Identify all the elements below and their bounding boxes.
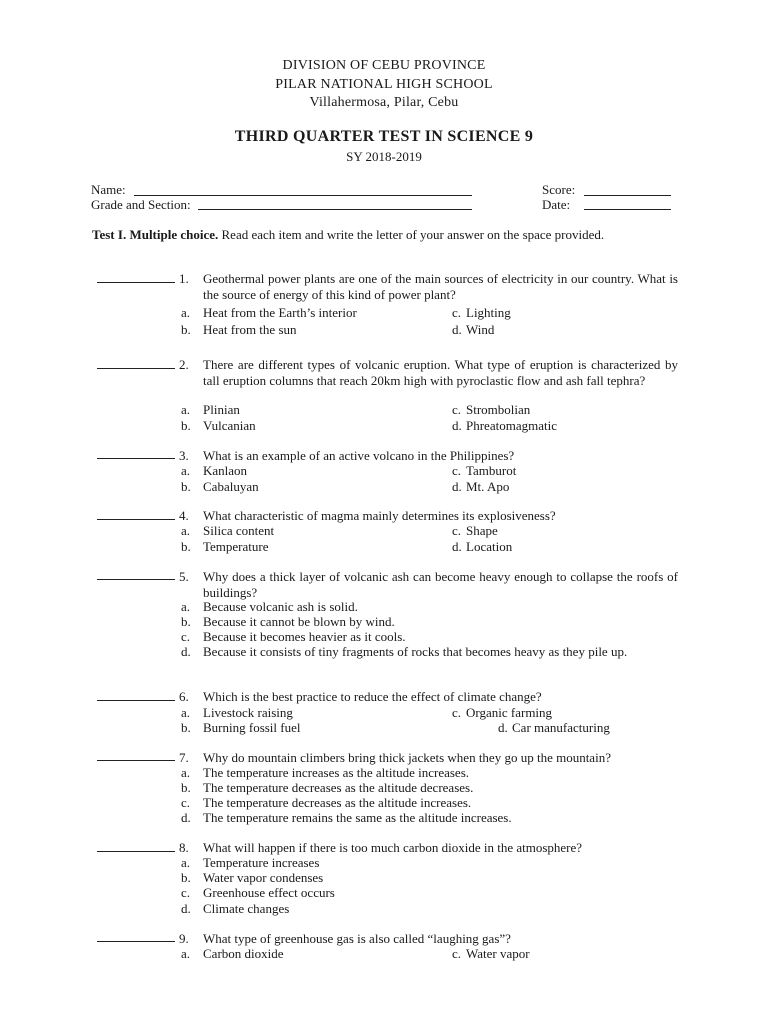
option-text: Heat from the sun (203, 322, 297, 337)
option-text: Lighting (466, 305, 511, 320)
answer-blank[interactable] (97, 851, 175, 852)
question-text: Geothermal power plants are one of the main sources of electricity in our country. What is the source of energy of this kind of power plant? (203, 271, 678, 302)
option-text: Because it consists of tiny fragments of rocks that becomes heavy as they pile up. (203, 644, 628, 659)
option-letter: c. (452, 305, 462, 320)
option-text: Temperature (203, 539, 269, 554)
question-number: 3. (179, 448, 189, 463)
answer-blank[interactable] (97, 368, 175, 369)
option-text: Because it becomes heavier as it cools. (203, 629, 406, 644)
option-letter: c. (452, 705, 462, 720)
school-address: Villahermosa, Pilar, Cebu (309, 95, 459, 110)
option-text: Mt. Apo (466, 479, 510, 494)
option-text: Tamburot (466, 463, 517, 478)
option-letter: d. (452, 479, 462, 494)
option-text: Wind (466, 322, 495, 337)
option-text: Car manufacturing (512, 720, 610, 735)
option-letter: b. (181, 870, 191, 885)
option-letter: c. (452, 946, 462, 961)
score-field[interactable] (584, 195, 671, 196)
option-letter: a. (181, 946, 191, 961)
option-letter: c. (452, 463, 462, 478)
option-text: Water vapor condenses (203, 870, 324, 885)
option-text: Because it cannot be blown by wind. (203, 614, 395, 629)
question-text: There are different types of volcanic eruption. What type of eruption is characterized by tall eruption columns that reach 20km high with pyroclastic flow and ash fall tephra? (203, 357, 678, 388)
answer-blank[interactable] (97, 760, 175, 761)
option-letter: c. (452, 523, 462, 538)
page-title: THIRD QUARTER TEST IN SCIENCE 9 (234, 128, 534, 145)
option-text: Water vapor (466, 946, 530, 961)
option-letter: c. (181, 795, 191, 810)
school-year: SY 2018-2019 (346, 149, 422, 164)
question-text: Which is the best practice to reduce the effect of climate change? (203, 689, 542, 704)
option-letter: c. (452, 402, 462, 417)
division-name: DIVISION OF CEBU PROVINCE (282, 58, 486, 73)
option-letter: b. (181, 479, 191, 494)
option-letter: b. (181, 539, 191, 554)
grade-section-label: Grade and Section: (91, 197, 191, 212)
question-number: 2. (179, 357, 189, 372)
option-text: Kanlaon (203, 463, 248, 478)
test-heading: Test I. Multiple choice. (92, 227, 219, 242)
date-field[interactable] (584, 209, 671, 210)
question-number: 5. (179, 569, 189, 584)
option-text: Vulcanian (203, 418, 256, 433)
option-letter: a. (181, 765, 191, 780)
option-letter: a. (181, 705, 191, 720)
option-text: Location (466, 539, 513, 554)
test-instruction (92, 226, 678, 243)
question-number: 8. (179, 840, 189, 855)
question-number: 6. (179, 689, 189, 704)
option-letter: a. (181, 463, 191, 478)
question-text: Why does a thick layer of volcanic ash can become heavy enough to collapse the roofs of buildings? (203, 569, 678, 600)
option-text: The temperature remains the same as the altitude increases. (203, 810, 512, 825)
question-text: What will happen if there is too much carbon dioxide in the atmosphere? (203, 840, 583, 855)
option-letter: d. (181, 901, 191, 916)
option-letter: a. (181, 855, 191, 870)
option-letter: b. (181, 780, 191, 795)
option-text: Because volcanic ash is solid. (203, 599, 358, 614)
test-instruction-text: Read each item and write the letter of your answer on the space provided. (221, 227, 605, 242)
school-name: PILAR NATIONAL HIGH SCHOOL (275, 77, 493, 92)
option-letter: b. (181, 720, 191, 735)
option-text: Strombolian (466, 402, 531, 417)
answer-blank[interactable] (97, 941, 175, 942)
question-number: 7. (179, 750, 189, 765)
option-letter: c. (181, 629, 191, 644)
option-text: Temperature increases (203, 855, 320, 870)
question-number: 1. (179, 271, 189, 286)
option-letter: d. (181, 810, 191, 825)
date-label: Date: (542, 197, 571, 212)
option-text: Climate changes (203, 901, 290, 916)
name-label: Name: (91, 182, 126, 197)
option-letter: a. (181, 523, 191, 538)
option-text: Livestock raising (203, 705, 293, 720)
name-field[interactable] (134, 195, 472, 196)
option-letter: b. (181, 322, 191, 337)
option-letter: a. (181, 305, 191, 320)
option-letter: a. (181, 599, 191, 614)
option-text: The temperature decreases as the altitude decreases. (203, 780, 474, 795)
option-text: Organic farming (466, 705, 553, 720)
option-text: The temperature decreases as the altitude increases. (203, 795, 472, 810)
question-number: 9. (179, 931, 189, 946)
answer-blank[interactable] (97, 458, 175, 459)
option-text: Heat from the Earth’s interior (203, 305, 357, 320)
question-text: What characteristic of magma mainly determines its explosiveness? (203, 508, 556, 523)
score-label: Score: (542, 182, 576, 197)
question-text: What is an example of an active volcano in the Philippines? (203, 448, 515, 463)
option-letter: a. (181, 402, 191, 417)
option-text: Shape (466, 523, 498, 538)
option-text: Phreatomagmatic (466, 418, 557, 433)
option-text: Carbon dioxide (203, 946, 284, 961)
option-letter: d. (452, 539, 462, 554)
option-letter: c. (181, 885, 191, 900)
option-text: Burning fossil fuel (203, 720, 301, 735)
question-number: 4. (179, 508, 189, 523)
question-text: What type of greenhouse gas is also called “laughing gas”? (203, 931, 511, 946)
option-letter: d. (452, 418, 462, 433)
option-letter: d. (181, 644, 191, 659)
answer-blank[interactable] (97, 519, 175, 520)
question-text: Why do mountain climbers bring thick jackets when they go up the mountain? (203, 750, 611, 765)
answer-blank[interactable] (97, 579, 175, 580)
option-text: Plinian (203, 402, 240, 417)
option-text: Greenhouse effect occurs (203, 885, 335, 900)
option-text: Cabaluyan (203, 479, 259, 494)
answer-blank[interactable] (97, 282, 175, 283)
option-letter: b. (181, 418, 191, 433)
option-letter: b. (181, 614, 191, 629)
option-letter: d. (498, 720, 508, 735)
option-letter: d. (452, 322, 462, 337)
grade-section-field[interactable] (198, 209, 472, 210)
option-text: The temperature increases as the altitude increases. (203, 765, 470, 780)
option-text: Silica content (203, 523, 275, 538)
answer-blank[interactable] (97, 700, 175, 701)
